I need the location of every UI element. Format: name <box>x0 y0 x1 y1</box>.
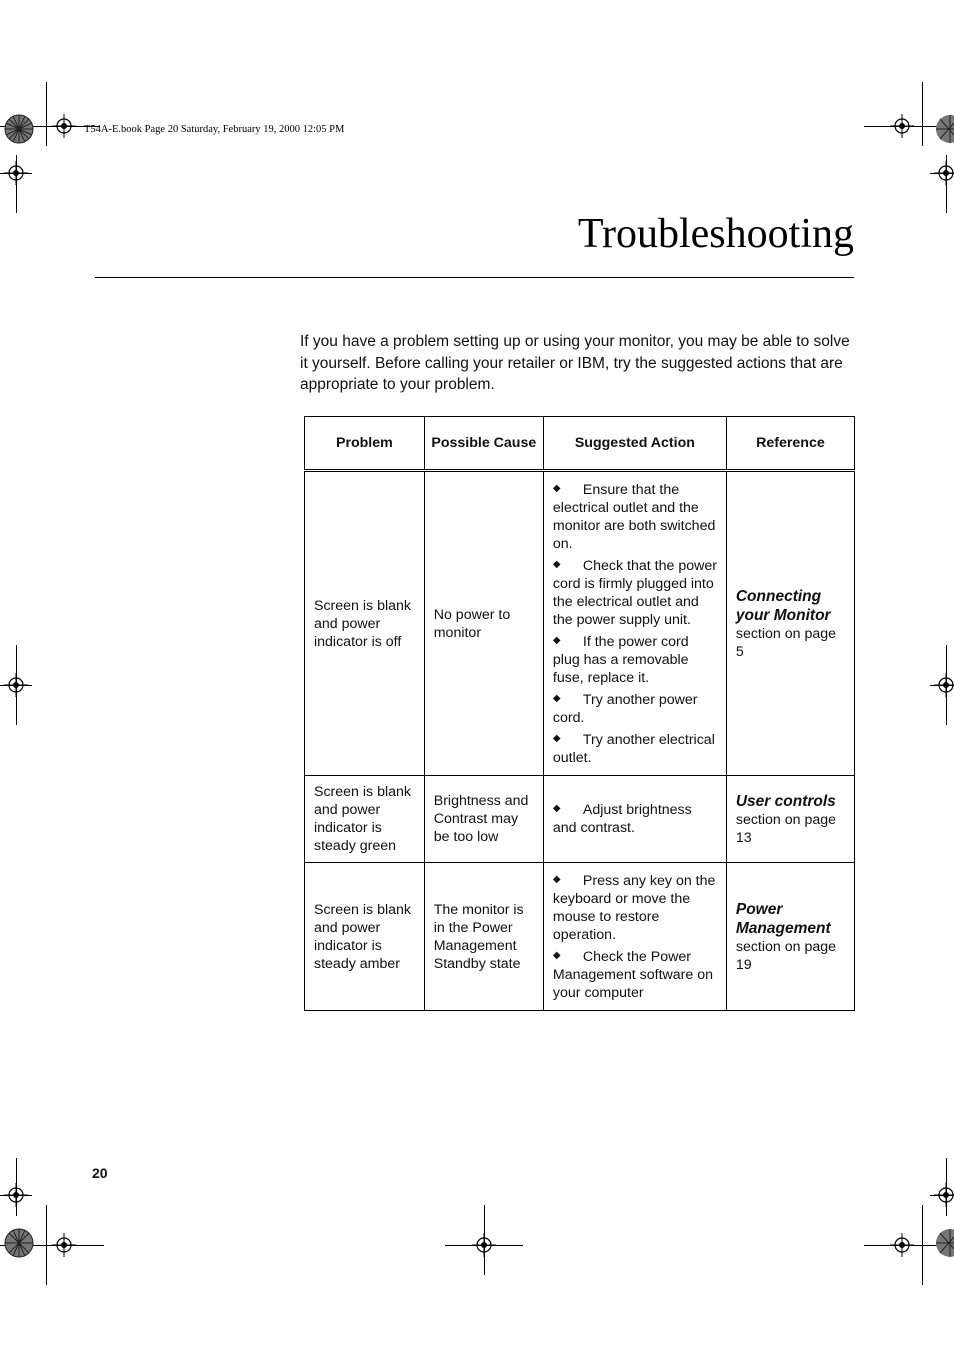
starburst-registration-icon <box>4 114 34 144</box>
diamond-bullet-icon: ◆ <box>552 732 561 744</box>
reference-location: section on page 5 <box>735 625 837 660</box>
table-row <box>305 776 855 863</box>
header-reference: Reference <box>726 417 854 471</box>
header-suggested-action: Suggested Action <box>543 417 726 471</box>
table-header-row <box>305 417 855 471</box>
action-item: ◆ Check that the power cord is firmly plugged into the electrical outlet and the power supply unit. <box>552 557 717 628</box>
page-title: Troubleshooting <box>577 211 854 257</box>
starburst-registration-icon <box>934 114 954 144</box>
table-row <box>305 471 855 776</box>
reference-cell <box>726 471 854 776</box>
cause-cell: Brightness and Contrast may be too low <box>424 776 543 863</box>
registration-target-icon <box>4 1183 28 1207</box>
registration-target-icon <box>890 1233 914 1257</box>
registration-target-icon <box>52 1233 76 1257</box>
registration-target-icon <box>934 161 954 185</box>
diamond-bullet-icon: ◆ <box>552 558 561 570</box>
reference-location: section on page 13 <box>735 811 837 846</box>
action-cell <box>543 776 726 863</box>
reference-title: User controls <box>735 792 836 810</box>
diamond-bullet-icon: ◆ <box>552 482 561 494</box>
reference-title: Connecting your Monitor <box>735 587 831 624</box>
action-item: ◆ Try another electrical outlet. <box>552 731 715 766</box>
diamond-bullet-icon: ◆ <box>552 634 561 646</box>
cause-cell: No power to monitor <box>424 471 543 776</box>
registration-target-icon <box>472 1233 496 1257</box>
starburst-registration-icon <box>934 1228 954 1258</box>
registration-target-icon <box>4 673 28 697</box>
reference-cell <box>726 776 854 863</box>
diamond-bullet-icon: ◆ <box>552 949 561 961</box>
action-item: ◆ Press any key on the keyboard or move the mouse to restore operation. <box>552 872 716 943</box>
action-item: ◆ Try another power cord. <box>552 691 698 726</box>
diamond-bullet-icon: ◆ <box>552 692 561 704</box>
problem-cell: Screen is blank and power indicator is steady amber <box>305 863 425 1011</box>
action-cell <box>543 863 726 1011</box>
cause-cell: The monitor is in the Power Management Standby state <box>424 863 543 1011</box>
starburst-registration-icon <box>4 1228 34 1258</box>
page-number: 20 <box>92 1165 108 1181</box>
diamond-bullet-icon: ◆ <box>552 873 561 885</box>
problem-cell: Screen is blank and power indicator is off <box>305 471 425 776</box>
table-row <box>305 863 855 1011</box>
registration-target-icon <box>890 114 914 138</box>
intro-paragraph: If you have a problem setting up or using your monitor, you may be able to solve it yourself. Before calling your retailer or IBM, try the suggested actions that are appropriate to your problem. <box>300 333 850 393</box>
action-item: ◆ If the power cord plug has a removable fuse, replace it. <box>552 633 689 686</box>
reference-cell <box>726 863 854 1011</box>
troubleshooting-table <box>304 416 855 1011</box>
action-cell <box>543 471 726 776</box>
header-problem: Problem <box>305 417 425 471</box>
registration-target-icon <box>52 114 76 138</box>
reference-location: section on page 19 <box>735 938 837 973</box>
title-divider <box>95 277 854 278</box>
registration-target-icon <box>934 673 954 697</box>
action-item: ◆ Adjust brightness and contrast. <box>552 802 692 836</box>
print-stamp: T54A-E.book Page 20 Saturday, February 19, 2000 12:05 PM <box>84 124 345 135</box>
action-item: ◆ Check the Power Management software on your computer <box>552 948 714 1001</box>
action-item: ◆ Ensure that the electrical outlet and the monitor are both switched on. <box>552 481 716 552</box>
header-possible-cause: Possible Cause <box>424 417 543 471</box>
reference-title: Power Management <box>735 900 831 937</box>
registration-target-icon <box>4 161 28 185</box>
problem-cell: Screen is blank and power indicator is steady green <box>305 776 425 863</box>
diamond-bullet-icon: ◆ <box>552 803 561 814</box>
registration-target-icon <box>934 1183 954 1207</box>
